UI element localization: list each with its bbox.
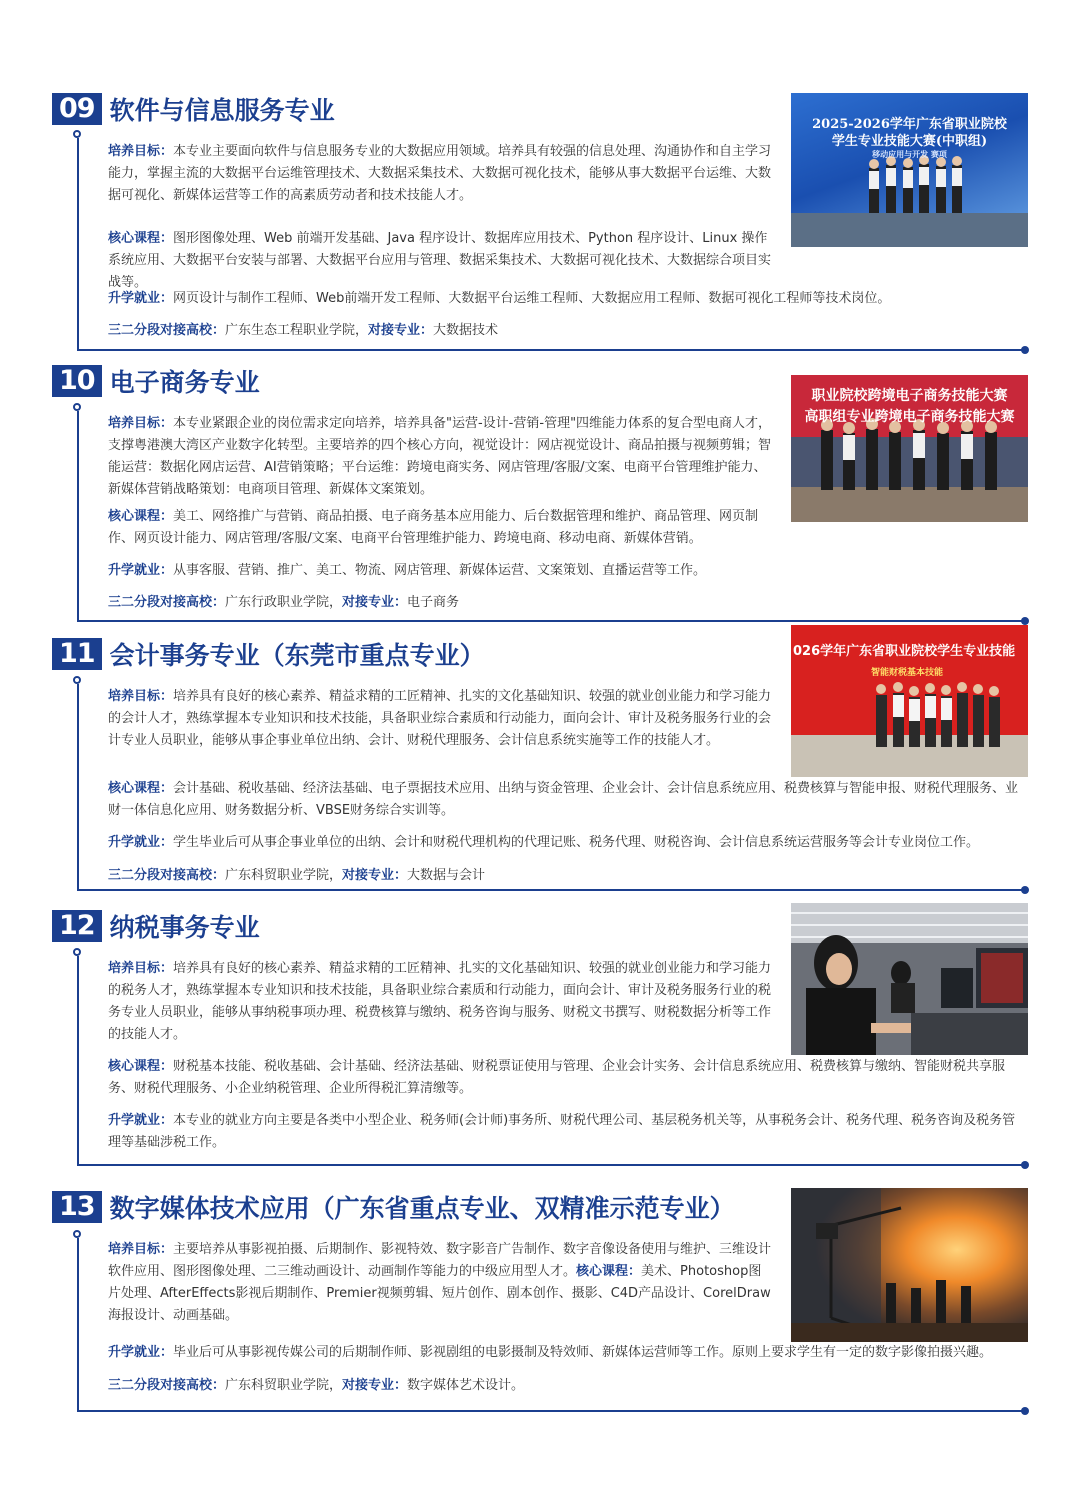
photo-graphic bbox=[791, 903, 1028, 1055]
timeline-line bbox=[77, 684, 79, 891]
partner-college: 三二分段对接高校：广东生态工程职业学院，对接专业：大数据技术 bbox=[108, 323, 499, 338]
divider-end-dot bbox=[1021, 617, 1029, 625]
partner-college: 三二分段对接高校：广东行政职业学院，对接专业：电子商务 bbox=[108, 595, 460, 610]
section-divider bbox=[77, 1410, 1027, 1412]
divider-end-dot bbox=[1021, 886, 1029, 894]
timeline-start-dot bbox=[73, 1230, 81, 1238]
timeline-start-dot bbox=[73, 948, 81, 956]
divider-end-dot bbox=[1021, 1407, 1029, 1415]
photo-banner-line2: 学生专业技能大赛(中职组) bbox=[831, 134, 988, 149]
core-courses: 核心课程：财税基本技能、税收基础、会计基础、经济法基础、财税票证使用与管理、企业会计实务、会计信息系统应用、税费核算与缴纳、智能财税共享服务、财税代理服务、小企业纳税管理、企业所得税汇算清缴等。 bbox=[108, 1059, 1006, 1096]
section-header bbox=[52, 93, 335, 125]
training-goal: 培养目标：培养具有良好的核心素养、精益求精的工匠精神、扎实的文化基础知识、较强的就业创业能力和学习能力的税务人才，熟练掌握本专业知识和技术技能，具备职业综合素质和行动能力，面向会计、审计及税务服务行业的税务专业人员职业，能够从事纳税事项办理、税费核算与缴纳、税务咨询与服务、财税文书撰写、财税数据分析等工作的技能人才。 bbox=[108, 961, 772, 1042]
core-courses: 核心课程：美工、网络推广与营销、商品拍摄、电子商务基本应用能力、后台数据管理和维护、商品管理、网页制作、网页设计能力、网店管理/客服/文案、电商平台管理维护能力、跨境电商、移动电商、新媒体营销。 bbox=[108, 509, 759, 546]
photo-banner-line1: 职业院校跨境电子商务技能大赛 bbox=[811, 388, 1008, 404]
training-goal-and-core: 培养目标：主要培养从事影视拍摄、后期制作、影视特效、数字影音广告制作、数字音像设备使用与维护、三维设计软件应用、图形图像处理、二三维动画设计、动画制作等能力的中级应用型人才。核心课程：美术、Photoshop图片处理、AfterEffects影视后期制作、Premier视频剪辑、短片创作、剧本创作、摄影、C4D产品设计、CorelDraw海报设计、动画基础。 bbox=[108, 1242, 772, 1323]
section-divider bbox=[77, 889, 1027, 891]
career-path: 升学就业：从事客服、营销、推广、美工、物流、网店管理、新媒体运营、文案策划、直播运营等工作。 bbox=[108, 563, 707, 578]
section-header bbox=[52, 910, 260, 942]
career-path: 升学就业：学生毕业后可从事企事业单位的出纳、会计和财税代理机构的代理记账、税务代理、财税咨询、会计信息系统运营服务等会计专业岗位工作。 bbox=[108, 835, 980, 850]
section-title: 纳税事务专业 bbox=[109, 913, 260, 942]
section-number: 11 bbox=[52, 638, 102, 670]
section-title: 电子商务专业 bbox=[109, 368, 260, 397]
training-goal: 培养目标：本专业主要面向软件与信息服务专业的大数据应用领域。培养具有较强的信息处理、沟通协作和自主学习能力，掌握主流的大数据平台运维管理技术、大数据采集技术、大数据可视化技术，能够从事大数据平台运维、大数据可视化、新媒体运营等工作的高素质劳动者和技术技能人才。 bbox=[108, 144, 772, 203]
timeline-line bbox=[77, 956, 79, 1166]
classroom-photo bbox=[791, 903, 1028, 1055]
section-title: 数字媒体技术应用（广东省重点专业、双精准示范专业） bbox=[109, 1194, 735, 1223]
photo-banner-line1: 2025-2026学年广东省职业院校 bbox=[812, 117, 1007, 132]
film-set-photo bbox=[791, 1188, 1028, 1342]
section-number: 12 bbox=[52, 910, 102, 942]
section-header bbox=[52, 638, 485, 670]
photo-graphic bbox=[791, 1188, 1028, 1342]
section-title: 软件与信息服务专业 bbox=[109, 96, 335, 125]
section-title: 会计事务专业（东莞市重点专业） bbox=[109, 641, 485, 670]
photo-banner-line2: 高职组专业跨境电子商务技能大赛 bbox=[804, 409, 1015, 425]
competition-photo bbox=[791, 93, 1028, 247]
photo-banner-line2: 智能财税基本技能 bbox=[871, 668, 944, 678]
timeline-start-dot bbox=[73, 676, 81, 684]
timeline-line bbox=[77, 411, 79, 622]
photo-banner-line1: 026学年广东省职业院校学生专业技能 bbox=[793, 644, 1016, 659]
partner-college: 三二分段对接高校：广东科贸职业学院，对接专业：大数据与会计 bbox=[108, 868, 486, 883]
timeline-line bbox=[77, 1238, 79, 1412]
section-header bbox=[52, 365, 260, 397]
photo-banner-line3: 移动应用与开发 赛项 bbox=[872, 150, 947, 159]
core-courses: 核心课程：图形图像处理、Web 前端开发基础、Java 程序设计、数据库应用技术、Python 程序设计、Linux 操作系统应用、大数据平台安装与部署、大数据平台应用与管理、数据采集技术、大数据可视化技术、大数据综合项目实战等。 bbox=[108, 231, 772, 290]
section-divider bbox=[77, 1164, 1027, 1166]
timeline-start-dot bbox=[73, 403, 81, 411]
section-divider bbox=[77, 620, 1027, 622]
section-number: 10 bbox=[52, 365, 102, 397]
section-divider bbox=[77, 349, 1027, 351]
section-header bbox=[52, 1191, 735, 1223]
timeline-start-dot bbox=[73, 130, 81, 138]
partner-college: 三二分段对接高校：广东科贸职业学院，对接专业：数字媒体艺术设计。 bbox=[108, 1378, 525, 1393]
competition-photo bbox=[791, 375, 1028, 522]
training-goal: 培养目标：本专业紧跟企业的岗位需求定向培养，培养具备"运营-设计-营销-管理"四维能力体系的复合型电商人才，支撑粤港澳大湾区产业数字化转型。主要培养的四个核心方向，视觉设计：网店视觉设计、商品拍摄与视频剪辑；智能运营：数据化网店运营、AI营销策略；平台运维：跨境电商实务、网店管理/客服/文案、电商平台管理维护能力、新媒体营销战略策划：电商项目管理、新媒体文案策划。 bbox=[108, 416, 772, 497]
divider-end-dot bbox=[1021, 346, 1029, 354]
training-goal: 培养目标：培养具有良好的核心素养、精益求精的工匠精神、扎实的文化基础知识、较强的就业创业能力和学习能力的会计人才，熟练掌握本专业知识和技术技能，具备职业综合素质和行动能力，面向会计、审计及税务服务行业的会计专业人员职业，能够从事企事业单位出纳、会计、财税代理服务、会计信息系统实施等工作的技能人才。 bbox=[108, 689, 772, 748]
competition-photo bbox=[791, 625, 1028, 777]
career-path: 升学就业：网页设计与制作工程师、Web前端开发工程师、大数据平台运维工程师、大数据应用工程师、数据可视化工程师等技术岗位。 bbox=[108, 291, 891, 306]
career-path: 升学就业：本专业的就业方向主要是各类中小型企业、税务师(会计师)事务所、财税代理公司、基层税务机关等，从事税务会计、税务代理、税务咨询及税务管理等基础涉税工作。 bbox=[108, 1113, 1016, 1150]
career-path: 升学就业：毕业后可从事影视传媒公司的后期制作师、影视剧组的电影摄制及特效师、新媒体运营师等工作。原则上要求学生有一定的数字影像拍摄兴趣。 bbox=[108, 1345, 993, 1360]
divider-end-dot bbox=[1021, 1161, 1029, 1169]
section-number: 13 bbox=[52, 1191, 102, 1223]
section-number: 09 bbox=[52, 93, 102, 125]
core-courses: 核心课程：会计基础、税收基础、经济法基础、电子票据技术应用、出纳与资金管理、企业会计、会计信息系统应用、税费核算与智能申报、财税代理服务、业财一体信息化应用、财务数据分析、VBSE财务综合实训等。 bbox=[108, 781, 1019, 818]
timeline-line bbox=[77, 138, 79, 351]
